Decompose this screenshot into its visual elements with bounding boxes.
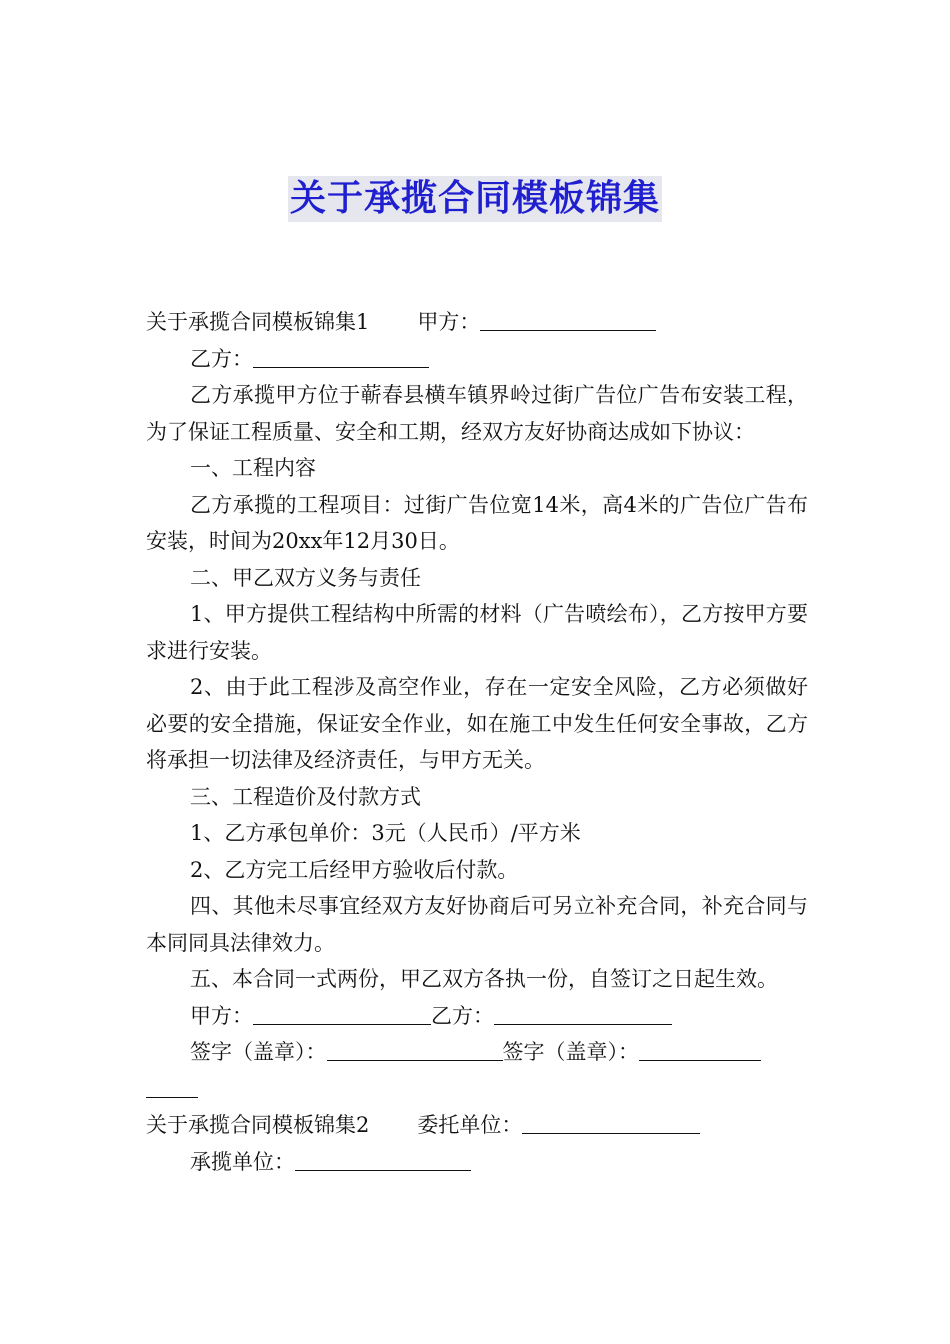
signature-blank-1 xyxy=(327,1038,503,1061)
section2-heading-line xyxy=(146,1107,808,1144)
signature-line xyxy=(146,1034,808,1071)
party-b-blank xyxy=(253,345,429,368)
intro-paragraph: 乙方承揽甲方位于蕲春县横车镇界岭过街广告位广告布安装工程，为了保证工程质量、安全和工期，经双方友好协商达成如下协议： xyxy=(146,383,808,444)
clause-1-heading: 一、工程内容 xyxy=(190,456,316,480)
contractor-line xyxy=(146,1144,808,1181)
section1-heading-line xyxy=(146,304,808,341)
title-wrap xyxy=(0,176,950,222)
signature-blank-2 xyxy=(639,1038,761,1061)
clause-4-text: 四、其他未尽事宜经双方友好协商后可另立补充合同，补充合同与本同同具法律效力。 xyxy=(146,894,808,955)
signature-overflow-line xyxy=(146,1071,808,1108)
party-a-label: 甲方： xyxy=(417,310,481,334)
section2-heading: 关于承揽合同模板锦集2 xyxy=(146,1113,370,1137)
party-a-blank xyxy=(480,308,656,331)
clause-3-item-1: 1、乙方承包单价：3元（人民币）/平方米 xyxy=(190,821,581,845)
clause-3-heading: 三、工程造价及付款方式 xyxy=(190,784,421,809)
clause-3-item-2: 2、乙方完工后经甲方验收后付款。 xyxy=(190,857,519,882)
sign-b-label: 乙方： xyxy=(431,1003,494,1028)
clause-5-text: 五、本合同一式两份，甲乙双方各执一份，自签订之日起生效。 xyxy=(190,967,778,991)
clause-2-heading: 二、甲乙双方义务与责任 xyxy=(190,565,421,590)
clause-2-item-2: 2、由于此工程涉及高空作业，存在一定安全风险，乙方必须做好必要的安全措施，保证安全作业，如在施工中发生任何安全事故，乙方将承担一切法律及经济责任，与甲方无关。 xyxy=(146,675,808,772)
document-title: 关于承揽合同模板锦集 xyxy=(288,176,662,222)
sign-b-blank xyxy=(494,1002,672,1025)
party-b-line xyxy=(146,341,808,378)
contractor-label: 承揽单位： xyxy=(190,1149,295,1174)
sign-a-blank xyxy=(253,1002,431,1025)
sign-a-label: 甲方： xyxy=(190,1003,253,1028)
client-blank xyxy=(522,1111,700,1134)
contractor-blank xyxy=(295,1148,471,1171)
document-body xyxy=(146,304,808,1180)
section1-heading: 关于承揽合同模板锦集1 xyxy=(146,310,370,334)
signature-blank-2-continued xyxy=(146,1075,198,1098)
sign-parties-line xyxy=(146,998,808,1035)
signature-label-1: 签字（盖章）： xyxy=(190,1040,327,1064)
party-b-label: 乙方： xyxy=(190,346,253,371)
clause-2-item-1: 1、甲方提供工程结构中所需的材料（广告喷绘布），乙方按甲方要求进行安装。 xyxy=(146,602,808,663)
client-label: 委托单位： xyxy=(417,1113,523,1137)
clause-1-text: 乙方承揽的工程项目：过街广告位宽14米，高4米的广告位广告布安装，时间为20xx年12月30日。 xyxy=(146,492,808,553)
signature-label-2: 签字（盖章）： xyxy=(502,1040,639,1064)
